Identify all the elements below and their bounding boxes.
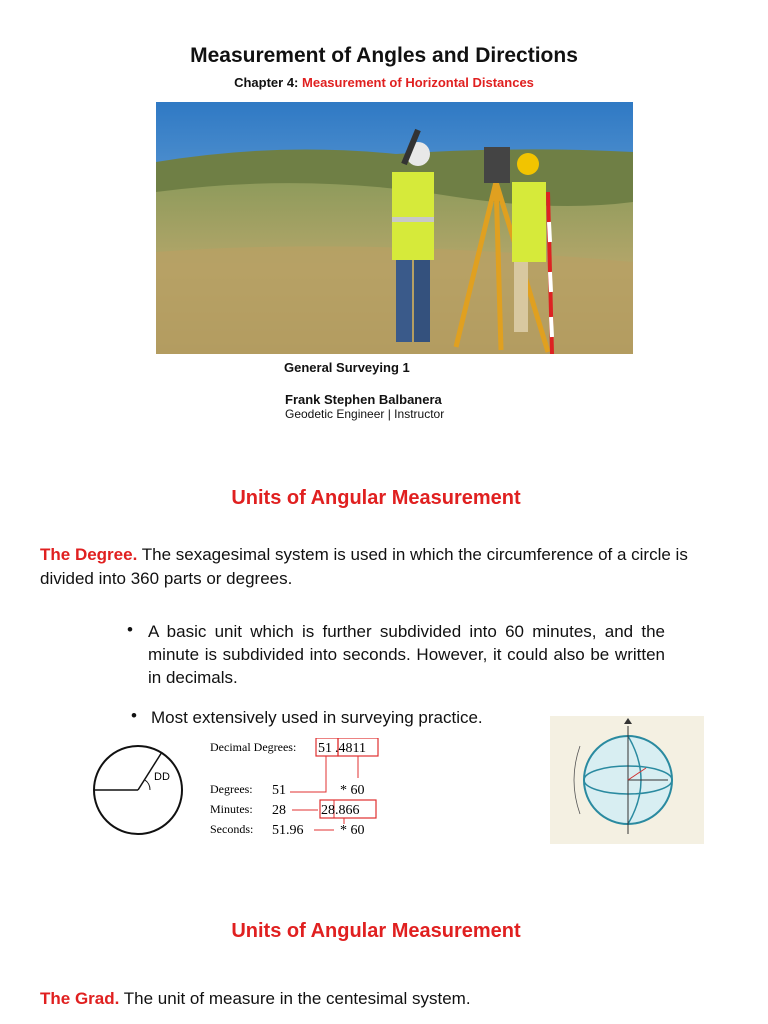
decimal-degrees-conversion: [210, 738, 390, 838]
bullet-item: Most extensively used in surveying practice.: [151, 708, 483, 727]
decimal-int: 51: [318, 741, 332, 756]
degrees-label: Degrees:: [210, 782, 253, 796]
grad-paragraph: [40, 987, 690, 1011]
bullet-item: A basic unit which is further subdivided into 60 minutes, and the minute is subdivided into seconds. However, it could also be written in decimals.: [148, 622, 665, 687]
decimal-degrees-label: Decimal Degrees:: [210, 740, 297, 754]
degree-paragraph: [40, 543, 690, 591]
author-role: Geodetic Engineer | Instructor: [285, 407, 445, 421]
section-heading-degree: Units of Angular Measurement: [231, 487, 521, 509]
page-title: Measurement of Angles and Directions: [190, 44, 578, 67]
bullet-dot: •: [127, 620, 133, 639]
chapter-title: Measurement of Horizontal Distances: [302, 75, 534, 90]
course-name: General Surveying 1: [284, 360, 410, 375]
grad-text: The unit of measure in the centesimal system.: [119, 989, 471, 1008]
decimal-frac: .4811: [335, 741, 366, 756]
multiplier-60: * 60: [340, 783, 365, 798]
angle-circle-diagram: [92, 744, 184, 836]
seconds-value: 51.96: [272, 823, 304, 838]
degree-text: The sexagesimal system is used in which the circumference of a circle is divided into 360 parts or degrees.: [40, 545, 688, 588]
dd-angle-label: DD: [154, 771, 170, 783]
minutes-full: 28.866: [321, 803, 360, 818]
surveyors-photo: [156, 102, 633, 354]
celestial-sphere-figure: [550, 716, 704, 844]
chapter-line: [0, 75, 768, 90]
seconds-label: Seconds:: [210, 822, 254, 836]
section-heading-grad: Units of Angular Measurement: [231, 920, 521, 942]
bullet-dot: •: [131, 706, 137, 725]
degree-term: The Degree.: [40, 545, 138, 564]
author-name: Frank Stephen Balbanera: [285, 392, 442, 407]
grad-term: The Grad.: [40, 989, 120, 1008]
minutes-int: 28: [272, 803, 286, 818]
minutes-label: Minutes:: [210, 802, 253, 816]
multiplier-60: * 60: [340, 823, 365, 838]
chapter-prefix: Chapter 4:: [234, 75, 299, 90]
degrees-value: 51: [272, 783, 286, 798]
